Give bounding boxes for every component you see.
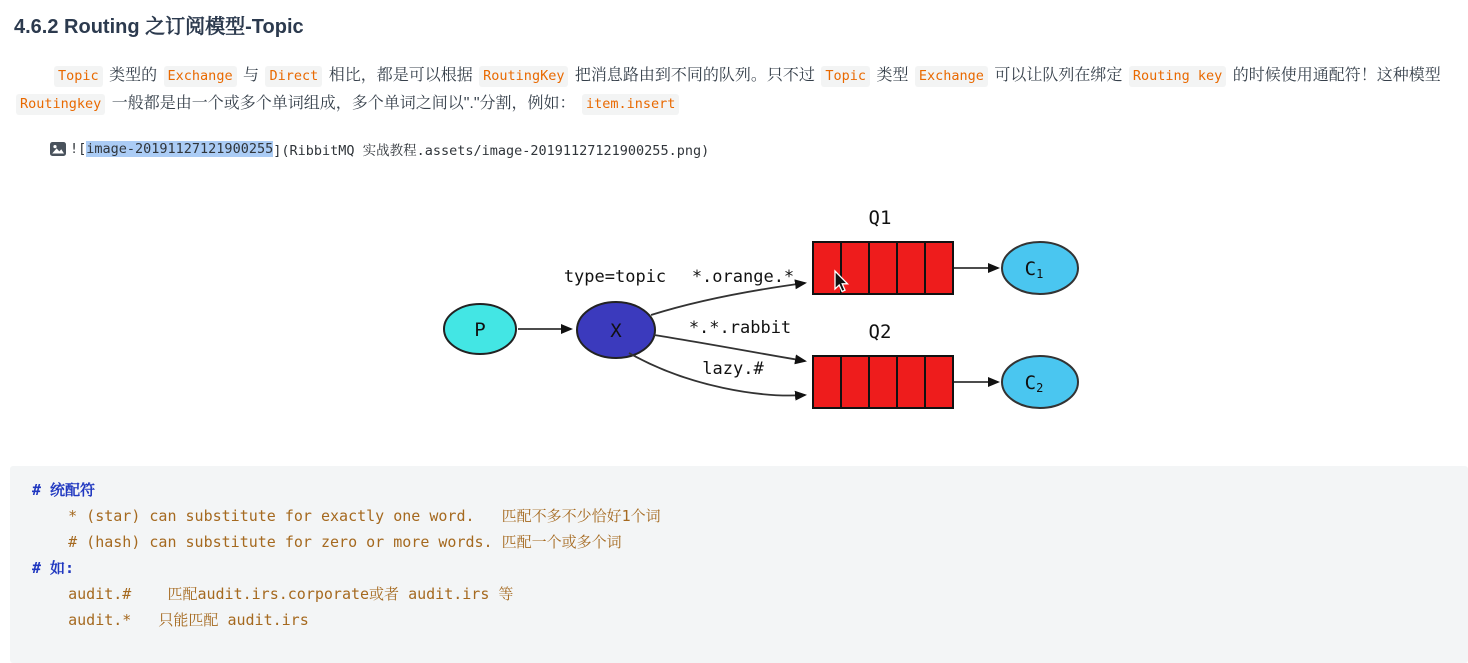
inline-code: Routingkey <box>16 94 105 115</box>
paragraph <box>14 62 1450 118</box>
queue-q1 <box>813 242 953 294</box>
text-run: 的时候使用通配符！这种模型 <box>1228 67 1441 84</box>
code-block[interactable] <box>10 466 1468 663</box>
code-line: # 统配符 <box>32 481 96 499</box>
text-run: 相比，都是可以根据 <box>324 67 478 84</box>
code-line: audit.# 匹配audit.irs.corporate或者 audit.irs 等 <box>32 585 514 603</box>
text-run: 类型的 <box>104 67 162 84</box>
selected-text[interactable]: image-20191127121900255 <box>86 141 274 157</box>
topic-exchange-diagram <box>443 199 1103 435</box>
producer-label: P <box>474 319 486 341</box>
inline-code: Direct <box>265 66 322 87</box>
consumer-c1-sub: 1 <box>1036 267 1044 281</box>
inline-code: Topic <box>821 66 870 87</box>
queue-q2-label: Q2 <box>868 321 892 343</box>
image-markdown-line[interactable] <box>50 139 1468 159</box>
binding-key-lazy: lazy.# <box>702 359 764 379</box>
text-run: 一般都是由一个或多个单词组成，多个单词之间以"."分割，例如： <box>107 95 580 112</box>
inline-code: Exchange <box>164 66 237 87</box>
inline-code: item.insert <box>582 94 679 115</box>
page-title: 4.6.2 Routing 之订阅模型-Topic <box>14 16 304 38</box>
text-run: 与 <box>238 67 264 84</box>
text-run: 类型 <box>872 67 913 84</box>
inline-code: Exchange <box>915 66 988 87</box>
inline-code: Routing key <box>1129 66 1226 87</box>
code-line: # (hash) can substitute for zero or more words. 匹配一个或多个词 <box>32 533 622 551</box>
inline-code: Topic <box>54 66 103 87</box>
binding-key-rabbit: *.*.rabbit <box>688 318 792 338</box>
queue-q2 <box>813 356 953 408</box>
text-run: 可以让队列在绑定 <box>989 67 1127 84</box>
exchange-label: X <box>610 320 622 342</box>
code-line: # 如: <box>32 559 75 577</box>
markdown-prefix: ![ <box>70 141 87 157</box>
text-run: 把消息路由到不同的队列。只不过 <box>570 67 820 84</box>
consumer-c2-letter: C <box>1024 372 1037 394</box>
markdown-suffix: ](RibbitMQ 实战教程.assets/image-20191127121900255.png) <box>273 143 710 159</box>
binding-edge-rabbit <box>654 335 805 361</box>
image-icon <box>50 142 66 156</box>
consumer-c1-letter: C <box>1024 258 1037 280</box>
binding-edge-orange <box>651 283 805 315</box>
code-line: audit.* 只能匹配 audit.irs <box>32 611 309 629</box>
code-line: * (star) can substitute for exactly one word. 匹配不多不少恰好1个词 <box>32 507 661 525</box>
inline-code: RoutingKey <box>479 66 568 87</box>
markdown-document <box>0 14 1468 653</box>
consumer-c2-sub: 2 <box>1036 381 1044 395</box>
binding-key-orange: *.orange.* <box>691 267 795 287</box>
exchange-type-label: type=topic <box>563 267 667 287</box>
queue-q1-label: Q1 <box>868 207 892 229</box>
